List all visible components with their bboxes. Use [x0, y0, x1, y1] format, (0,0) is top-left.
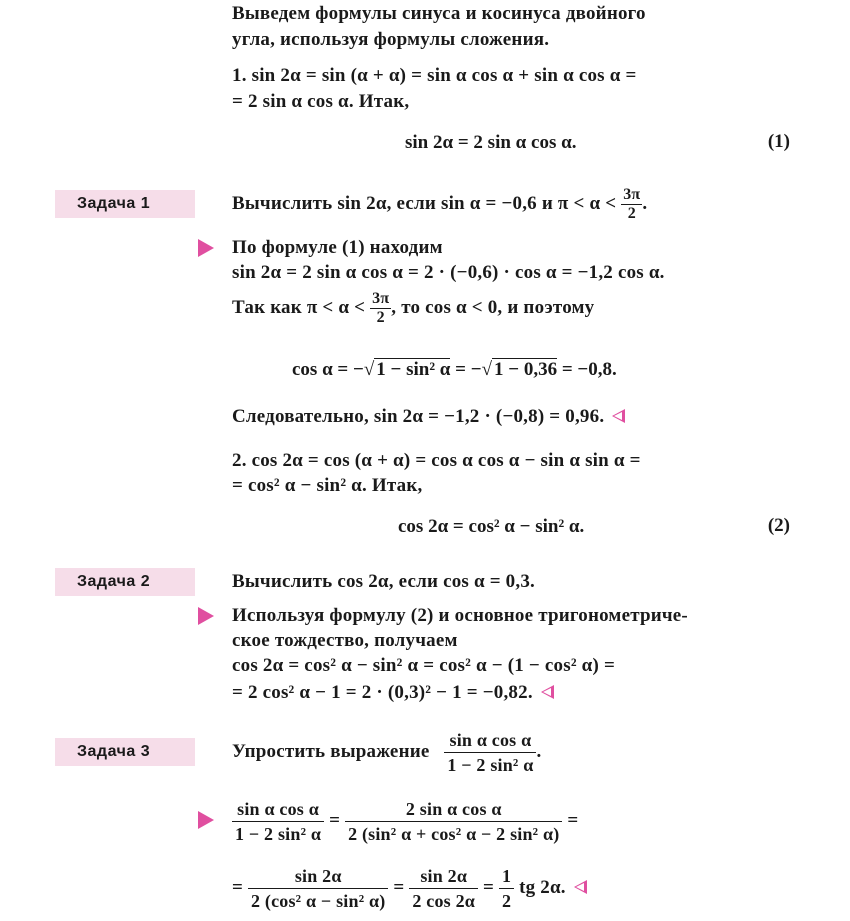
cos-derivation-line-2: = cos² α − sin² α. Итак, — [232, 475, 423, 496]
task-1-statement-text: Вычислить sin 2α, если sin α = −0,6 и π < α < — [232, 193, 617, 214]
task-3-statement-text: Упростить выражение — [232, 741, 430, 762]
task-1-solution-line-3 — [232, 286, 594, 330]
step1-rhs-num: 2 sin α cos α — [345, 797, 562, 822]
task-3-expression — [444, 728, 536, 777]
task-1-sol3-num: 3π — [372, 290, 390, 308]
task-1-sol3-a: Так как π < α < — [232, 297, 366, 318]
task-2-solution-line-4-text: = 2 cos² α − 1 = 2 · (0,3)² − 1 = −0,82. — [232, 682, 533, 703]
step2-end: tg 2α. — [519, 877, 566, 898]
task-1-fraction-den: 2 — [627, 205, 636, 223]
task-2-statement: Вычислить cos 2α, если cos α = 0,3. — [232, 571, 535, 592]
task-3-expr-num: sin α cos α — [444, 728, 536, 753]
step1-lhs — [232, 797, 324, 846]
sin-double-angle-formula: sin 2α = 2 sin α cos α. — [405, 132, 577, 153]
task-3-expr-den: 1 − 2 sin² α — [447, 755, 534, 776]
task-1-sol3-den: 2 — [376, 309, 385, 327]
sin-derivation-line-1: 1. sin 2α = sin (α + α) = sin α cos α + sin α cos α = — [232, 65, 637, 86]
step1-rhs — [345, 797, 562, 846]
solution-arrow-icon — [198, 811, 214, 829]
formula-number-2: (2) — [767, 515, 790, 536]
cos-eq-end: = −0,8. — [557, 359, 617, 380]
step1-rhs-den: 2 (sin² α + cos² α − 2 sin² α) — [348, 824, 560, 845]
cos-sqrt-1: 1 − sin² α — [376, 359, 451, 380]
step2-frac-c — [499, 864, 514, 913]
cos-eq-a: cos α = − — [292, 359, 364, 380]
solution-arrow-icon — [198, 239, 214, 257]
task-2-solution-line-2: ское тождество, получаем — [232, 630, 458, 651]
task-2-label: Задача 2 — [55, 568, 195, 596]
step1-lhs-num: sin α cos α — [232, 797, 324, 822]
task-1-label: Задача 1 — [55, 190, 195, 218]
task-1-cos-equation: cos α = −√ 1 − sin² α = −√ 1 − 0,36 = −0,8. — [292, 359, 617, 380]
cos-derivation-line-1: 2. cos 2α = cos (α + α) = cos α cos α − sin α sin α = — [232, 450, 641, 471]
task-1-statement-end: . — [642, 193, 648, 214]
task-1-solution-line-1: По формуле (1) находим — [232, 237, 443, 258]
intro-line-2: угла, используя формулы сложения. — [232, 29, 550, 50]
task-1-sol3-fraction — [370, 290, 391, 327]
task-3-statement: Упростить выражение $\frac{\text{sin α cos α}}{\text{1 − 2 sin² α}}$ . — [232, 730, 542, 776]
task-1-fraction — [621, 186, 642, 223]
step2-c-den: 2 — [501, 891, 512, 912]
step2-frac-a — [248, 864, 388, 913]
task-3-step-2: = $\frac{\sin 2\alpha}{\text{2 (cos² α − sin² α)}}$ = $\frac{\sin 2\alpha}{2 \cos 2\alpha}$ = $\frac{1}{2}$ tg 2α. — [232, 860, 587, 916]
task-2-solution-line-3: cos 2α = cos² α − sin² α = cos² α − (1 − cos² α) = — [232, 655, 615, 676]
formula-number-1: (1) — [767, 131, 790, 152]
cos-eq-mid: = − — [450, 359, 482, 380]
step1-lhs-den: 1 − 2 sin² α — [235, 824, 322, 845]
task-1-conclusion — [232, 405, 625, 429]
step2-frac-b — [409, 864, 478, 913]
end-of-solution-icon — [541, 685, 554, 699]
task-1-sol3-b: , то cos α < 0, и поэтому — [391, 297, 595, 318]
step2-a-den: 2 (cos² α − sin² α) — [250, 891, 386, 912]
task-2-solution-line-1: Используя формулу (2) и основное тригонометриче- — [232, 605, 688, 626]
sin-derivation-line-2: = 2 sin α cos α. Итак, — [232, 91, 410, 112]
task-1-statement — [232, 180, 647, 228]
end-of-solution-icon — [612, 409, 625, 423]
task-3-label: Задача 3 — [55, 738, 195, 766]
intro-line-1: Выведем формулы синуса и косинуса двойного — [232, 3, 646, 24]
task-2-solution-line-4 — [232, 681, 554, 705]
solution-arrow-icon — [198, 607, 214, 625]
step2-a-num: sin 2α — [248, 864, 388, 889]
step2-b-den: 2 cos 2α — [412, 891, 476, 912]
task-1-conclusion-text: Следовательно, sin 2α = −1,2 · (−0,8) = 0,96. — [232, 406, 605, 427]
end-of-solution-icon — [574, 880, 587, 894]
step2-c-num: 1 — [499, 864, 514, 889]
task-1-fraction-num: 3π — [623, 186, 641, 204]
task-1-solution-line-2: sin 2α = 2 sin α cos α = 2 · (−0,6) · cos α = −1,2 cos α. — [232, 262, 665, 283]
cos-sqrt-2: 1 − 0,36 — [494, 359, 558, 380]
step2-b-num: sin 2α — [409, 864, 478, 889]
cos-double-angle-formula: cos 2α = cos² α − sin² α. — [398, 516, 585, 537]
task-3-step-1: $\frac{\text{sin α cos α}}{\text{1 − 2 sin² α}}$ = $\frac{\text{2 sin α cos α}}{\text{2 (sin² α + cos² α − 2 sin² α)}}$ = — [232, 795, 578, 847]
